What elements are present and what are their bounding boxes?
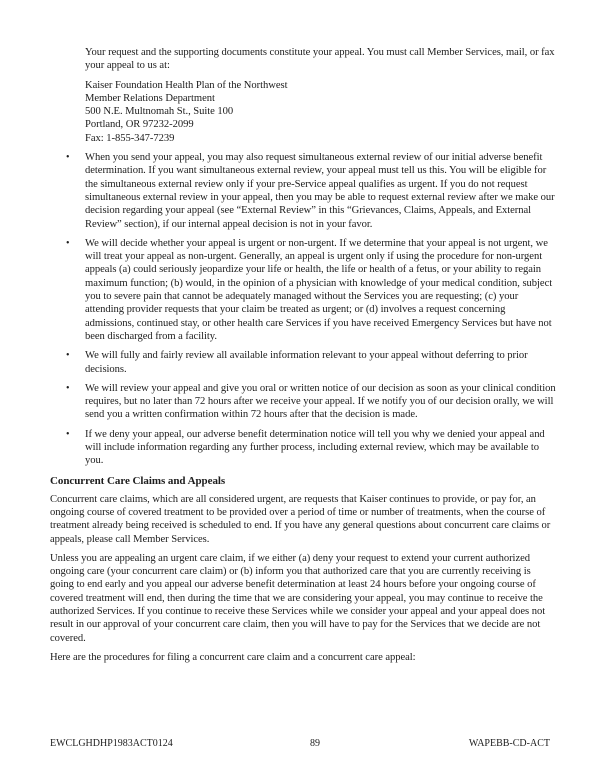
appeal-intro-paragraph: Your request and the supporting documents constitute your appeal. You must call Member Services, mail, or fax your appeal to us at: xyxy=(85,47,555,72)
concurrent-care-definition-paragraph: Concurrent care claims, which are all considered urgent, are requests that Kaiser continues to provide, or pay for, an ongoing course of covered treatment to be provided over a period of time or number of treatments, when the course of treatment already being received is scheduled to end. If you have any general questions about concurrent care claims or appeals, please call Member Services. xyxy=(50,493,551,545)
bullet-item-fair-review xyxy=(50,349,556,376)
address-line-city: Portland, OR 97232-2099 xyxy=(85,119,194,131)
bullet-icon: • xyxy=(66,152,70,164)
concurrent-care-procedures-intro: Here are the procedures for filing a concurrent care claim and a concurrent care appeal: xyxy=(50,651,416,663)
bullet-text: When you send your appeal, you may also request simultaneous external review of our initial adverse benefit determination. If you want simultaneous external review, your appeal must tell us this. You will be eligible for the simultaneous external review only if your pre-Service appeal qualifies as urgent. If you do not request simultaneous external review in your appeal, then you may be able to request external review after we make our decision regarding your appeal (see “External Review” in this “Grievances, Claims, Appeals, and External Review” section), if our internal appeal decision is not in your favor. xyxy=(85,152,555,230)
bullet-item-decision-notice xyxy=(50,382,556,422)
footer-document-code: EWCLGHDHP1983ACT0124 xyxy=(50,738,173,749)
bullet-item-denial-notice xyxy=(50,428,556,468)
bullet-icon: • xyxy=(66,428,70,440)
bullet-icon: • xyxy=(66,350,70,362)
address-line-street: 500 N.E. Multnomah St., Suite 100 xyxy=(85,106,234,118)
section-heading-concurrent-care: Concurrent Care Claims and Appeals xyxy=(50,474,226,487)
footer-plan-code: WAPEBB-CD-ACT xyxy=(468,738,550,749)
bullet-item-simultaneous-external-review xyxy=(50,151,556,231)
bullet-text: We will fully and fairly review all available information relevant to your appeal without deferring to prior decisions. xyxy=(85,350,528,375)
appeal-process-bullet-list xyxy=(50,151,556,468)
address-line-organization: Kaiser Foundation Health Plan of the Northwest xyxy=(85,79,288,91)
bullet-icon: • xyxy=(66,382,70,394)
footer-page-number: 89 xyxy=(310,738,320,749)
address-line-fax: Fax: 1-855-347-7239 xyxy=(85,132,175,144)
address-line-department: Member Relations Department xyxy=(85,92,215,104)
bullet-text: If we deny your appeal, our adverse benefit determination notice will tell you why we denied your appeal and will include information regarding any further process, including external review, which may be available to you. xyxy=(85,428,545,467)
bullet-text: We will review your appeal and give you oral or written notice of our decision as soon as your clinical condition requires, but no later than 72 hours after we receive your appeal. If we notify you of our decision orally, we will send you a written confirmation within 72 hours after that the decision is made. xyxy=(85,382,556,421)
bullet-text: We will decide whether your appeal is urgent or non-urgent. If we determine that your appeal is not urgent, we will treat your appeal as non-urgent. Generally, an appeal is urgent only if using the procedure for non-urgent appeals (a) could seriously jeopardize your life or health, the life or health of a fetus, or your ability to regain maximum function; (b) would, in the opinion of a physician with knowledge of your medical condition, subject you to severe pain that cannot be adequately managed without the Services you are requesting; (c) your attending provider requests that your claim be treated as urgent; or (d) involves a request concerning admissions, continued stay, or other health care Services if you have received Emergency Services but have not been discharged from a facility. xyxy=(85,237,553,342)
bullet-icon: • xyxy=(66,237,70,249)
page-content xyxy=(50,46,556,670)
mailing-address-block xyxy=(50,79,556,145)
bullet-item-urgency-decision xyxy=(50,237,556,343)
concurrent-care-continuation-paragraph: Unless you are appealing an urgent care claim, if we either (a) deny your request to extend your current authorized ongoing care (your concurrent care claim) or (b) inform you that authorized care that you are currently receiving is going to end early and you appeal our adverse benefit determination at least 24 hours before your ongoing course of covered treatment will end, then during the time that we are considering your appeal, you may continue to receive the authorized Services. If you continue to receive these Services while we consider your appeal and your appeal does not result in our approval of your concurrent care claim, then you will have to pay for the Services that we decide are not covered. xyxy=(50,552,546,644)
